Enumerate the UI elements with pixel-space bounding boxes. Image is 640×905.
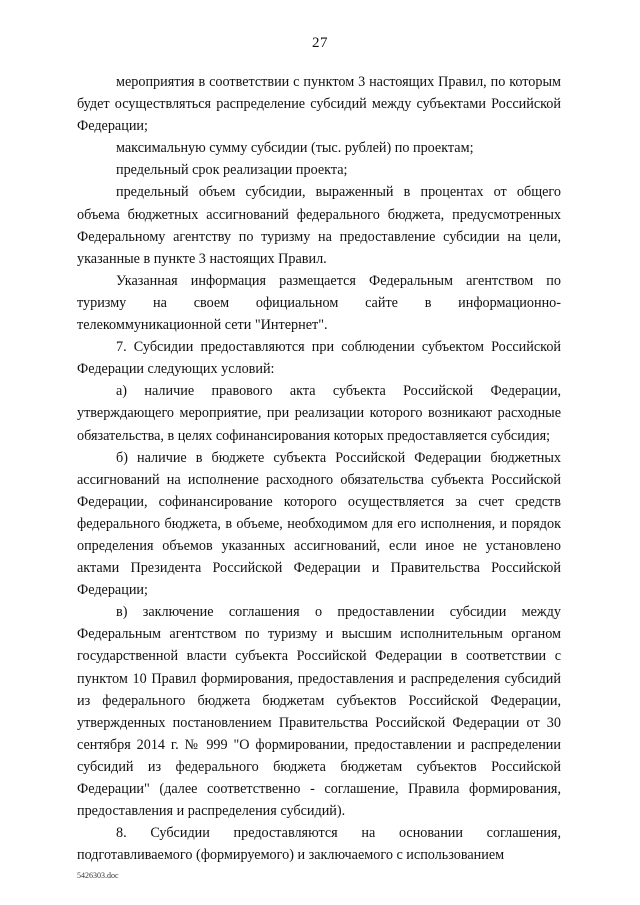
paragraph-events-list: мероприятия в соответствии с пунктом 3 настоящих Правил, по которым будет осуществляться распределение субсидий между субъектами Российской Федерации; [77, 74, 561, 135]
page-number: 27 [312, 35, 328, 51]
paragraph-clause-8: 8. Субсидии предоставляются на основании соглашения, подготавливаемого (формируемого) и заключаемого с использованием [77, 825, 561, 864]
paragraph-deadline: предельный срок реализации проекта; [116, 162, 348, 179]
paragraph-limit-volume: предельный объем субсидии, выраженный в процентах от общего объема бюджетных ассигнований федерального бюджета, предусмотренных Федеральному агентству по туризму на предоставление субсидии на цели, указанные в пункте 3 настоящих Правил. [77, 184, 561, 267]
paragraph-clause-7: 7. Субсидии предоставляются при соблюдении субъектом Российской Федерации следующих условий: [77, 339, 561, 378]
paragraph-condition-a: а) наличие правового акта субъекта Российской Федерации, утверждающего мероприятие, при реализации которого возникают расходные обязательства, в целях софинансирования которых предоставляется субсидия; [77, 383, 561, 444]
paragraph-condition-v: в) заключение соглашения о предоставлении субсидии между Федеральным агентством по туризму и высшим исполнительным органом государственной власти субъекта Российской Федерации в соответствии с пунктом 10 Правил формирования, предоставления и распределения субсидий из федерального бюджета бюджетам субъектов Российской Федерации, утвержденных постановлением Правительства Российской Федерации от 30 сентября 2014 г. № 999 "О формировании, предоставлении и распределении субсидий из федерального бюджета бюджетам субъектов Российской Федерации" (далее соответственно - соглашение, Правила формирования, предоставления и распределения субсидий). [77, 604, 561, 820]
paragraph-publication: Указанная информация размещается Федеральным агентством по туризму на своем официальном сайте в информационно-телекоммуникационной сети "Интернет". [77, 272, 561, 334]
document-body [77, 71, 561, 866]
footer-file-code: 5426303.doc [77, 871, 119, 880]
paragraph-max-sum: максимальную сумму субсидии (тыс. рублей) по проектам; [116, 140, 474, 157]
paragraph-condition-b: б) наличие в бюджете субъекта Российской Федерации бюджетных ассигнований на исполнение расходного обязательства субъекта Российской Федерации, софинансирование которого осуществляется за счет средств федерального бюджета, в объеме, необходимом для его исполнения, и порядок определения объемов указанных ассигнований, если иное не установлено актами Президента Российской Федерации и Правительства Российской Федерации; [77, 449, 561, 599]
